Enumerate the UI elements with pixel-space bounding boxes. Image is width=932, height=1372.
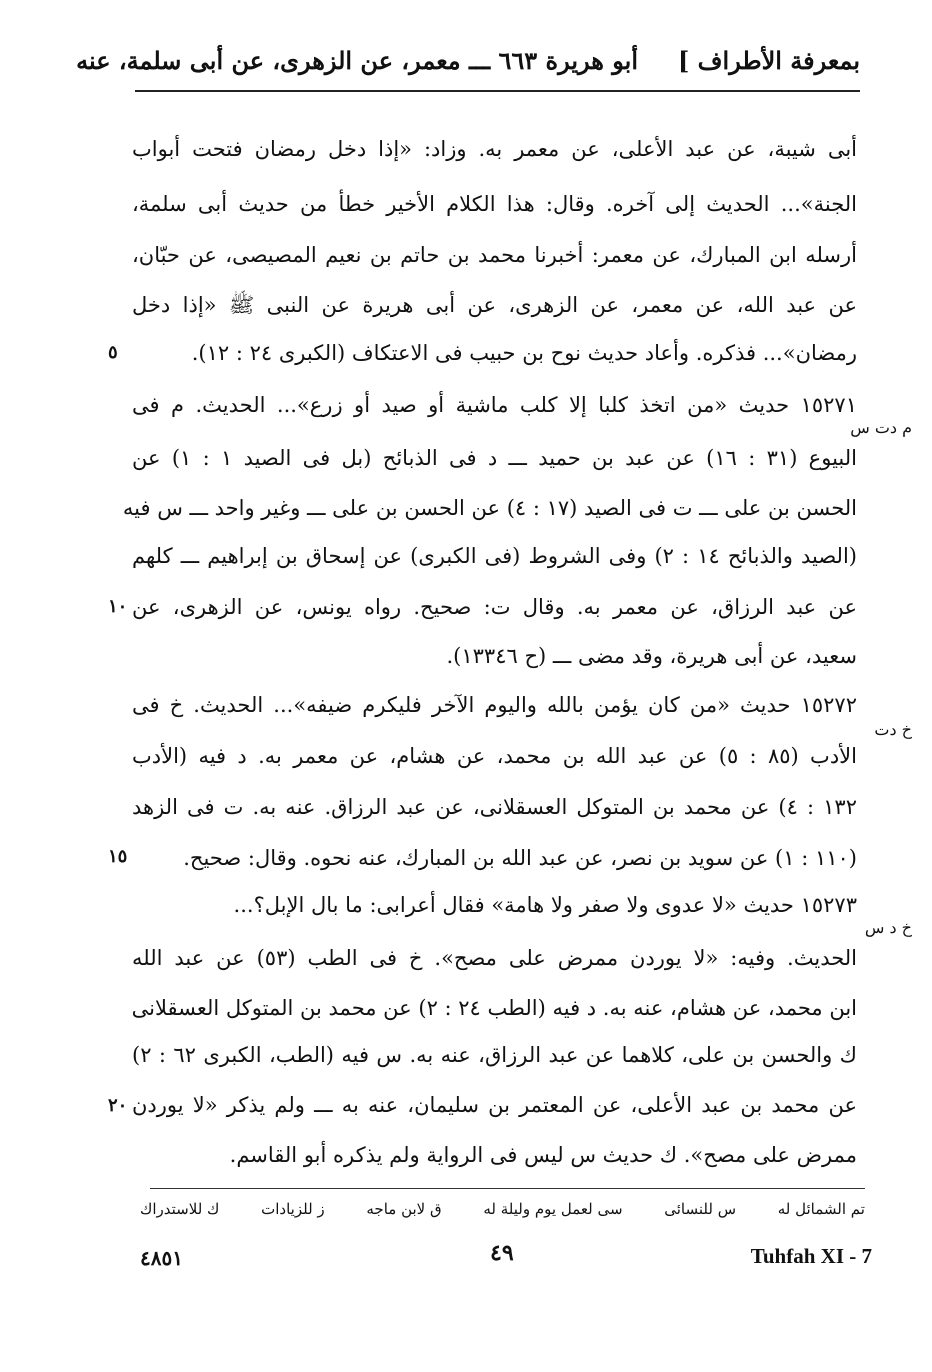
text-line: سعيد، عن أبى هريرة، وقد مضى ـــ (ح ١٣٣٤٦). xyxy=(446,644,857,668)
legend-item: تم الشمائل له xyxy=(777,1200,865,1218)
text-line: الأدب (٨٥ : ٥) عن عبد الله بن محمد، عن هشام، عن معمر به. د فيه (الأدب xyxy=(132,744,857,768)
text-line: الحسن بن على ـــ ت فى الصيد (١٧ : ٤) عن الحسن بن على ـــ وغير واحد ـــ س فيه xyxy=(122,496,857,520)
header-isnad-title: أبو هريرة ٦٦٣ ـــ معمر، عن الزهرى، عن أبى سلمة، عنه xyxy=(76,46,638,75)
legend-item: ك للاستدراك xyxy=(140,1200,220,1218)
text-line: ك والحسن بن على، كلاهما عن عبد الرزاق، عنه به. س فيه (الطب، الكبرى ٦٢ : ٢) xyxy=(132,1043,857,1067)
line-number: ٢٠ xyxy=(108,1095,128,1116)
hadith-15272-heading: ١٥٢٧٢ حديث «من كان يؤمن بالله واليوم الآخر فليكرم ضيفه»... الحديث. خ فى xyxy=(132,693,857,717)
margin-sigla: خ د س xyxy=(864,918,912,937)
page-number: ٤٩ xyxy=(490,1240,514,1266)
text-line: عن عبد الله، عن معمر، عن الزهرى، عن أبى هريرة عن النبى ﷺ «إذا دخل xyxy=(132,293,857,317)
text-line: (١١٠ : ١) عن سويد بن نصر، عن عبد الله بن المبارك، عنه نحوه. وقال: صحيح. xyxy=(183,846,857,870)
text-line: أرسله ابن المبارك، عن معمر: أخبرنا محمد بن حاتم بن نعيم المصيصى، عن حبّان، xyxy=(132,243,857,267)
header-chapter-title: بمعرفة الأطراف ] xyxy=(677,46,860,75)
legend-item: ق لابن ماجه xyxy=(366,1200,442,1218)
footer-rule xyxy=(150,1188,865,1189)
line-number: ٥ xyxy=(108,342,118,363)
margin-sigla: خ دت xyxy=(874,720,912,739)
legend-item: س للنسائى xyxy=(664,1200,737,1218)
abbreviation-legend xyxy=(140,1200,865,1218)
legend-item: ز للزيادات xyxy=(261,1200,325,1218)
text-line: البيوع (٣١ : ١٦) عن عبد بن حميد ـــ د فى الذبائح (بل فى الصيد ١ : ١) عن xyxy=(132,446,857,470)
footer-left-number: ٤٨٥١ xyxy=(140,1246,183,1270)
text-line: ١٣٢ : ٤) عن محمد بن المتوكل العسقلانى، عن عبد الرزاق. عنه به. ت فى الزهد xyxy=(132,795,857,819)
text-line: الحديث. وفيه: «لا يوردن ممرض على مصح». خ فى الطب (٥٣) عن عبد الله xyxy=(132,946,857,970)
margin-sigla: م دت س xyxy=(850,418,912,437)
text-line: (الصيد والذبائح ١٤ : ٢) وفى الشروط (فى الكبرى) عن إسحاق بن إبراهيم ـــ كلهم xyxy=(132,544,857,568)
text-line: عن محمد بن عبد الأعلى، عن المعتمر بن سليمان، عنه به ـــ ولم يذكر «لا يوردن xyxy=(132,1093,857,1117)
text-line: أبى شيبة، عن عبد الأعلى، عن معمر به. وزاد: «إذا دخل رمضان فتحت أبواب xyxy=(132,137,857,161)
line-number: ١٥ xyxy=(108,846,128,867)
text-line: عن عبد الرزاق، عن معمر به. وقال ت: صحيح. رواه يونس، عن الزهرى، عن xyxy=(132,595,857,619)
text-line: ممرض على مصح». ك حديث س ليس فى الرواية ولم يذكره أبو القاسم. xyxy=(229,1143,857,1167)
volume-signature: Tuhfah XI - 7 xyxy=(750,1244,872,1268)
text-line: رمضان»... فذكره. وأعاد حديث نوح بن حبيب فى الاعتكاف (الكبرى ٢٤ : ١٢). xyxy=(191,341,857,365)
text-line: ابن محمد، عن هشام، عنه به. د فيه (الطب ٢٤ : ٢) عن محمد بن المتوكل العسقلانى xyxy=(131,996,857,1020)
line-number: ١٠ xyxy=(108,596,128,617)
legend-item: سى لعمل يوم وليلة له xyxy=(483,1200,623,1218)
header-rule xyxy=(135,90,860,92)
hadith-15273-heading: ١٥٢٧٣ حديث «لا عدوى ولا صفر ولا هامة» فقال أعرابى: ما بال الإبل؟... xyxy=(233,893,857,917)
running-header xyxy=(76,44,860,84)
hadith-15271-heading: ١٥٢٧١ حديث «من اتخذ كلبا إلا كلب ماشية أو صيد أو زرع»... الحديث. م فى xyxy=(132,393,857,417)
text-line: الجنة»... الحديث إلى آخره. وقال: هذا الكلام الأخير خطأ من حديث أبى سلمة، xyxy=(132,192,857,216)
